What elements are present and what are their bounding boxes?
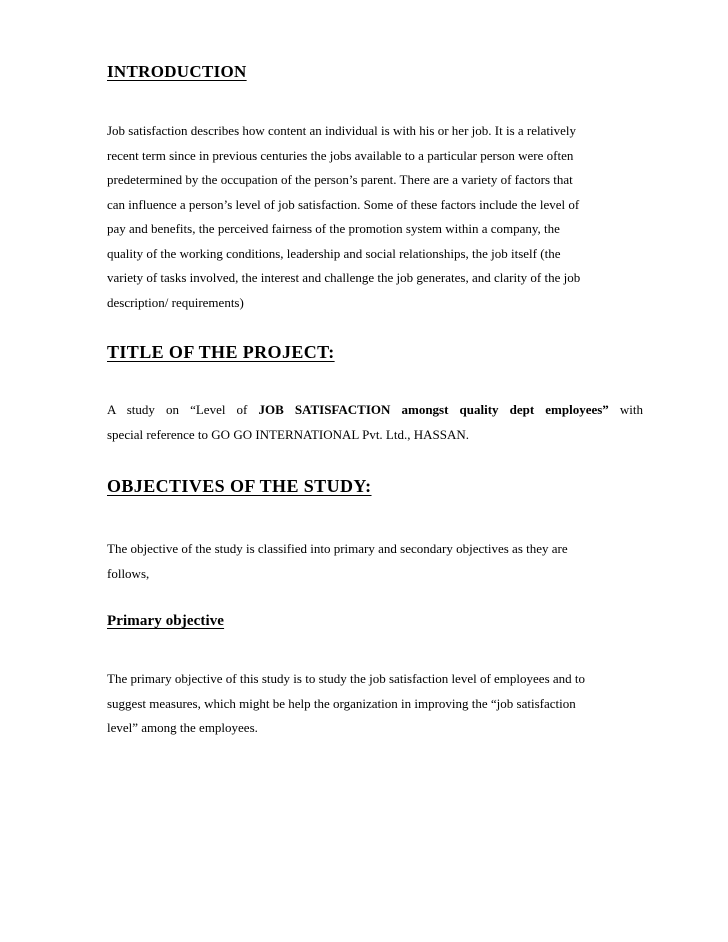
introduction-heading: INTRODUCTION	[107, 62, 247, 81]
primary-objective-line: level” among the employees.	[107, 720, 258, 735]
objectives-line: follows,	[107, 565, 150, 581]
primary-objective-heading: Primary objective	[107, 613, 225, 629]
introduction-line: Job satisfaction describes how content an individual is with his or her job. It is a relatively	[107, 123, 576, 138]
project-title-prefix: A study on “Level of	[107, 402, 259, 417]
introduction-line: quality of the working conditions, leadership and social relationships, the job itself (the	[107, 245, 561, 261]
project-title-heading: TITLE OF THE PROJECT:	[107, 342, 335, 362]
introduction-line: recent term since in previous centuries the jobs available to a particular person were often	[107, 147, 574, 163]
objectives-paragraph	[107, 537, 627, 586]
introduction-line: predetermined by the occupation of the person’s parent. There are a variety of factors that	[107, 172, 573, 187]
project-title-line: special reference to GO GO INTERNATIONAL Pvt. Ltd., HASSAN.	[107, 426, 470, 442]
primary-objective-paragraph	[107, 667, 627, 741]
objectives-line: The objective of the study is classified into primary and secondary objectives as they are	[107, 541, 568, 556]
introduction-line: pay and benefits, the perceived fairness of the promotion system within a company, the	[107, 221, 560, 236]
project-title-bold: JOB SATISFACTION amongst quality dept employees”	[258, 402, 609, 417]
project-title-suffix: with	[608, 402, 643, 417]
introduction-line: variety of tasks involved, the interest and challenge the job generates, and clarity of the job	[107, 270, 581, 285]
introduction-line: description/ requirements)	[107, 294, 244, 310]
objectives-heading: OBJECTIVES OF THE STUDY:	[107, 476, 372, 496]
introduction-line: can influence a person’s level of job satisfaction. Some of these factors include the level of	[107, 196, 580, 212]
introduction-paragraph	[107, 119, 627, 315]
project-title-paragraph	[107, 398, 643, 447]
primary-objective-line: suggest measures, which might be help the organization in improving the “job satisfaction	[107, 695, 576, 711]
project-title-line	[107, 398, 643, 423]
primary-objective-line: The primary objective of this study is to study the job satisfaction level of employees and to	[107, 671, 586, 686]
